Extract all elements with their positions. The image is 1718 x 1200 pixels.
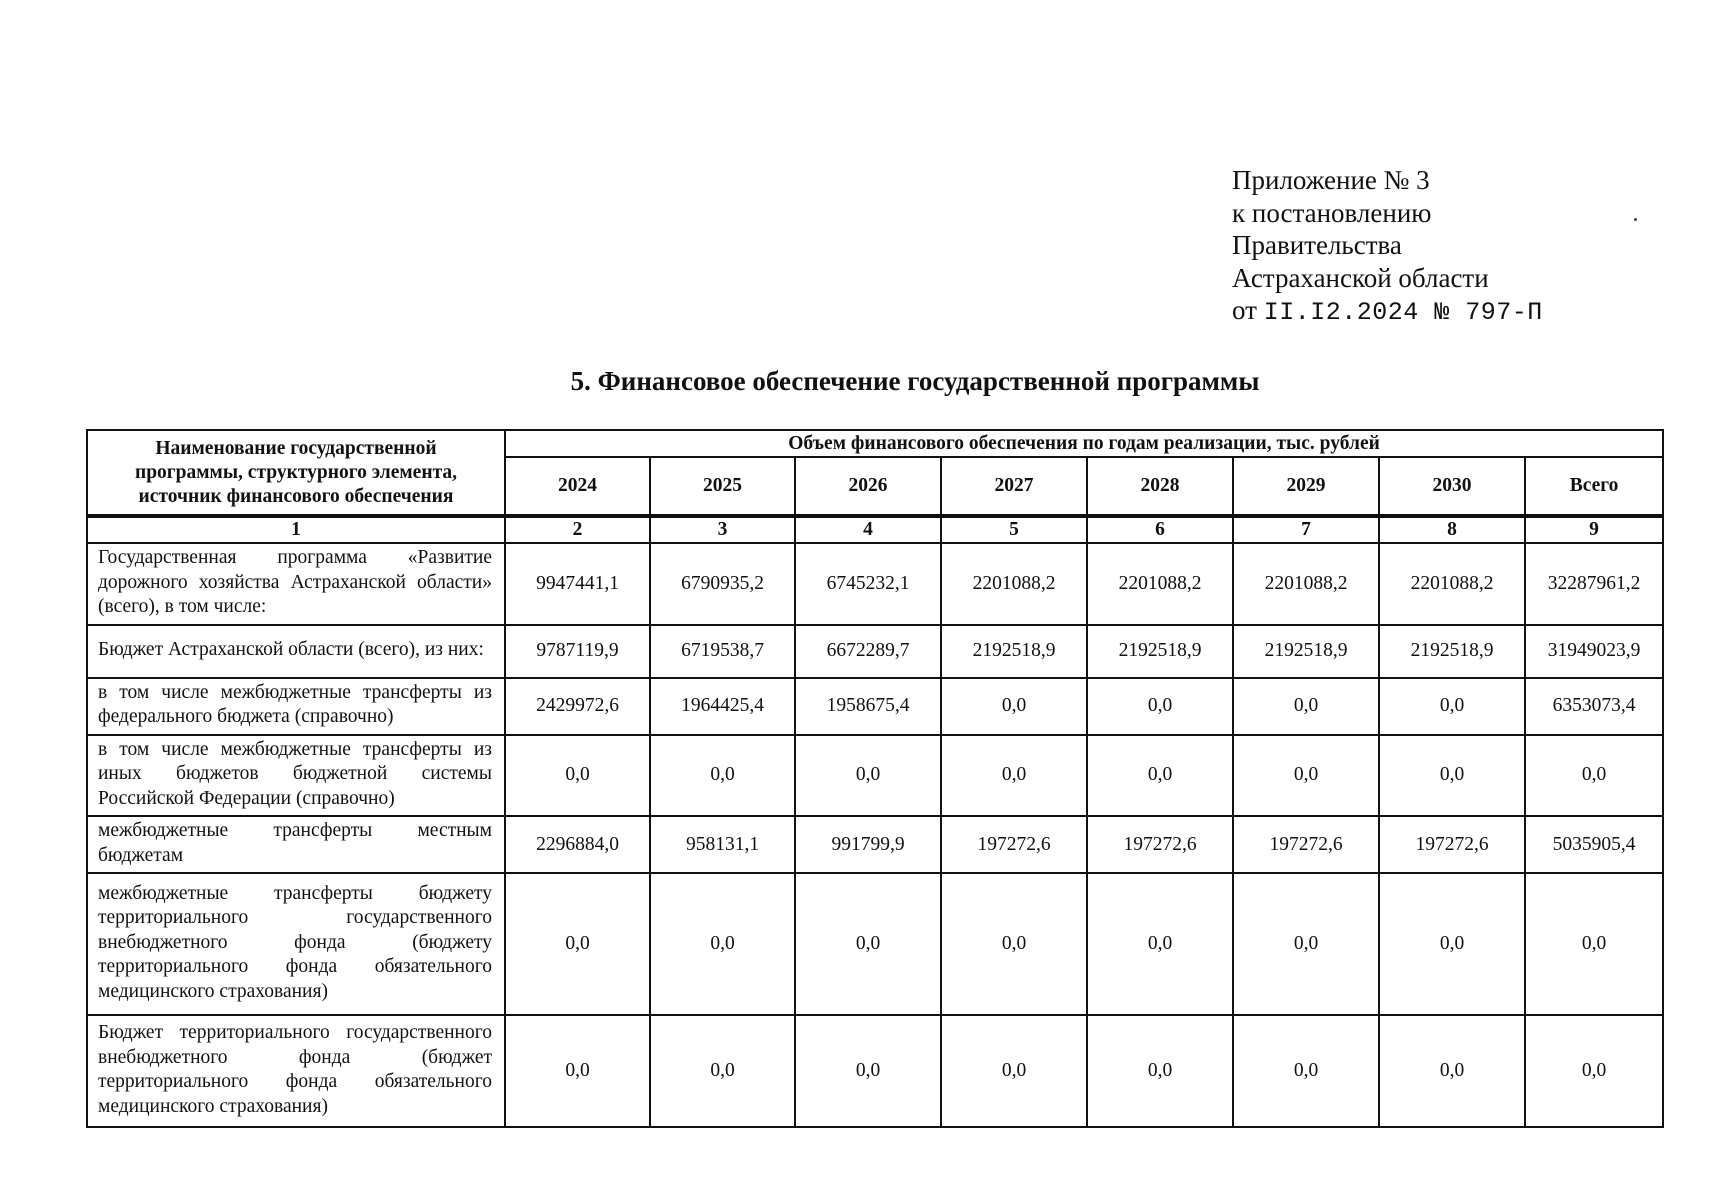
row-value: 0,0 <box>1233 735 1379 817</box>
row-total: 31949023,9 <box>1525 625 1663 678</box>
row-value: 6790935,2 <box>650 543 795 625</box>
appendix-date-line <box>1232 294 1543 330</box>
row-value: 6672289,7 <box>795 625 941 678</box>
appendix-line: Правительства <box>1232 230 1402 260</box>
column-number: 6 <box>1087 516 1233 543</box>
row-total: 6353073,4 <box>1525 678 1663 735</box>
year-header: 2030 <box>1379 457 1525 516</box>
row-value: 0,0 <box>1379 678 1525 735</box>
row-value: 0,0 <box>941 678 1087 735</box>
row-total: 0,0 <box>1525 735 1663 817</box>
row-value: 2201088,2 <box>1233 543 1379 625</box>
row-value: 0,0 <box>941 735 1087 817</box>
row-value: 197272,6 <box>1379 816 1525 873</box>
appendix-line: Приложение № 3 <box>1232 165 1430 195</box>
row-name: в том числе межбюджетные трансферты из иных бюджетов бюджетной системы Российской Федерации (справочно) <box>87 735 505 817</box>
row-value: 0,0 <box>1087 678 1233 735</box>
header-volume-cell: Объем финансового обеспечения по годам реализации, тыс. рублей <box>505 430 1663 457</box>
row-value: 2192518,9 <box>1233 625 1379 678</box>
column-number: 7 <box>1233 516 1379 543</box>
column-number: 8 <box>1379 516 1525 543</box>
row-value: 2201088,2 <box>941 543 1087 625</box>
row-value: 2429972,6 <box>505 678 650 735</box>
row-value: 1958675,4 <box>795 678 941 735</box>
row-value: 991799,9 <box>795 816 941 873</box>
row-value: 0,0 <box>1233 873 1379 1015</box>
row-value: 1964425,4 <box>650 678 795 735</box>
column-number: 9 <box>1525 516 1663 543</box>
row-value: 0,0 <box>505 873 650 1015</box>
appendix-line: Астраханской области <box>1232 262 1489 293</box>
table-row <box>87 735 1663 817</box>
year-header: 2025 <box>650 457 795 516</box>
row-value: 0,0 <box>650 873 795 1015</box>
row-value: 2296884,0 <box>505 816 650 873</box>
row-value: 2201088,2 <box>1379 543 1525 625</box>
row-name: Государственная программа «Развитие дорожного хозяйства Астраханской области» (всего), в том числе: <box>87 543 505 625</box>
column-number: 3 <box>650 516 795 543</box>
row-value: 2201088,2 <box>1087 543 1233 625</box>
row-value: 0,0 <box>505 1015 650 1127</box>
financing-table <box>86 429 1664 1128</box>
row-value: 0,0 <box>1087 1015 1233 1127</box>
column-number: 2 <box>505 516 650 543</box>
row-total: 5035905,4 <box>1525 816 1663 873</box>
row-value: 0,0 <box>1087 735 1233 817</box>
column-number-row <box>87 516 1663 543</box>
row-value: 0,0 <box>1379 735 1525 817</box>
row-total: 0,0 <box>1525 873 1663 1015</box>
row-value: 0,0 <box>650 1015 795 1127</box>
header-name-cell: Наименование государственной программы, структурного элемента, источник финансового обеспечения <box>87 430 505 516</box>
total-header: Всего <box>1525 457 1663 516</box>
year-header: 2024 <box>505 457 650 516</box>
table-row <box>87 543 1663 625</box>
row-value: 2192518,9 <box>1087 625 1233 678</box>
row-value: 0,0 <box>795 1015 941 1127</box>
row-value: 0,0 <box>941 873 1087 1015</box>
appendix-date-number: II.I2.2024 № 797-П <box>1263 298 1543 327</box>
row-total: 0,0 <box>1525 1015 1663 1127</box>
row-name: Бюджет Астраханской области (всего), из них: <box>87 625 505 678</box>
row-value: 0,0 <box>1379 873 1525 1015</box>
table-row <box>87 816 1663 873</box>
appendix-line: к постановлению <box>1232 197 1432 228</box>
row-value: 9787119,9 <box>505 625 650 678</box>
column-number: 5 <box>941 516 1087 543</box>
row-name: межбюджетные трансферты местным бюджетам <box>87 816 505 873</box>
row-value: 0,0 <box>1379 1015 1525 1127</box>
row-value: 2192518,9 <box>1379 625 1525 678</box>
table-row <box>87 625 1663 678</box>
row-total: 32287961,2 <box>1525 543 1663 625</box>
row-value: 6719538,7 <box>650 625 795 678</box>
appendix-block <box>1232 164 1543 330</box>
row-value: 0,0 <box>1087 873 1233 1015</box>
row-value: 0,0 <box>795 735 941 817</box>
year-header: 2026 <box>795 457 941 516</box>
row-value: 197272,6 <box>941 816 1087 873</box>
row-value: 0,0 <box>941 1015 1087 1127</box>
year-header: 2029 <box>1233 457 1379 516</box>
row-value: 0,0 <box>505 735 650 817</box>
row-name: Бюджет территориального государственного внебюджетного фонда (бюджет территориального фонда обязательного медицинского страхования) <box>87 1015 505 1127</box>
row-value: 6745232,1 <box>795 543 941 625</box>
row-name: в том числе межбюджетные трансферты из федерального бюджета (справочно) <box>87 678 505 735</box>
row-value: 197272,6 <box>1087 816 1233 873</box>
column-number: 1 <box>87 516 505 543</box>
table-row <box>87 873 1663 1015</box>
row-value: 9947441,1 <box>505 543 650 625</box>
row-name: межбюджетные трансферты бюджету территориального государственного внебюджетного фонда (бюджету территориального фонда обязательного медицинского страхования) <box>87 873 505 1015</box>
table-row <box>87 678 1663 735</box>
column-number: 4 <box>795 516 941 543</box>
year-header: 2027 <box>941 457 1087 516</box>
appendix-date-prefix: от <box>1232 295 1257 325</box>
row-value: 0,0 <box>795 873 941 1015</box>
row-value: 958131,1 <box>650 816 795 873</box>
row-value: 0,0 <box>1233 678 1379 735</box>
row-value: 197272,6 <box>1233 816 1379 873</box>
scan-speck <box>1634 218 1637 221</box>
row-value: 0,0 <box>1233 1015 1379 1127</box>
row-value: 2192518,9 <box>941 625 1087 678</box>
row-value: 0,0 <box>650 735 795 817</box>
year-header: 2028 <box>1087 457 1233 516</box>
table-row <box>87 1015 1663 1127</box>
section-title: 5. Финансовое обеспечение государственной программы <box>570 366 1260 396</box>
